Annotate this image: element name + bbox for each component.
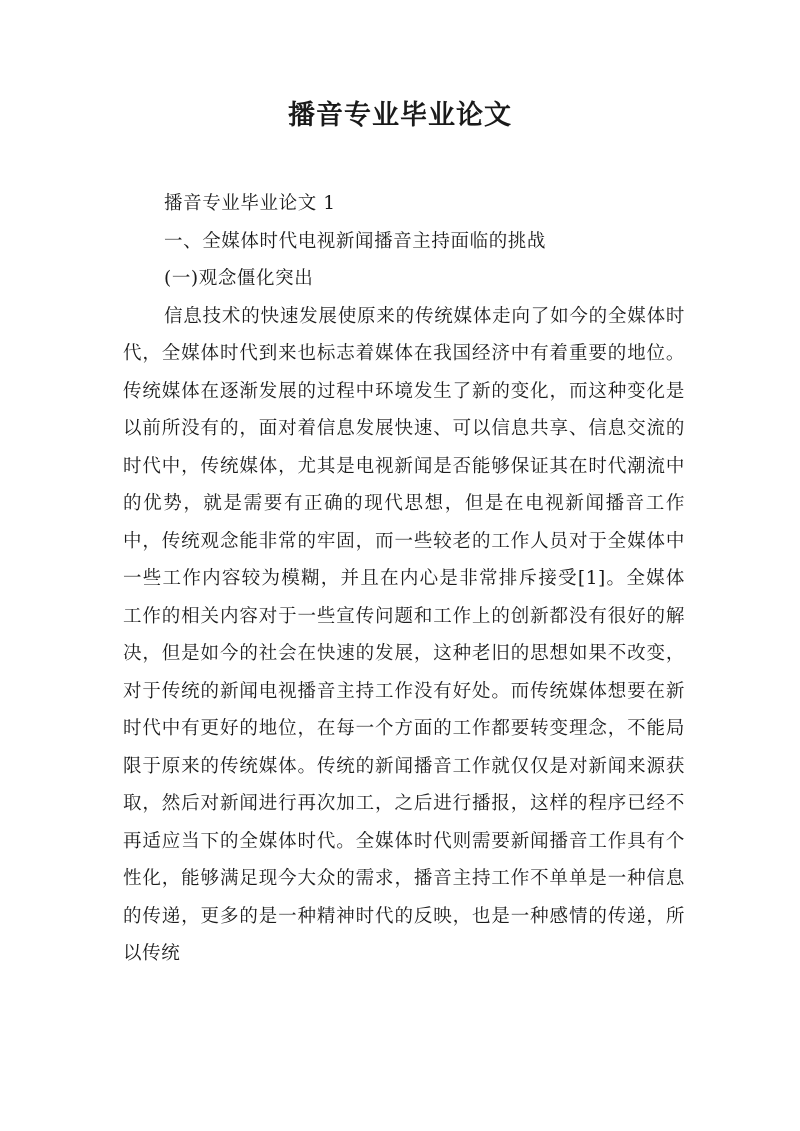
section-title: 播音专业毕业论文 1 — [164, 193, 336, 214]
body-paragraph: 信息技术的快速发展使原来的传统媒体走向了如今的全媒体时代，全媒体时代到来也标志着媒体在我国经济中有着重要的地位。传统媒体在逐渐发展的过程中环境发生了新的变化，而这种变化是以前所没有的，面对着信息发展快速、可以信息共享、信息交流的时代中，传统媒体，尤其是电视新闻是否能够保证其在时代潮流中的优势，就是需要有正确的现代思想，但是在电视新闻播音工作中，传统观念能非常的牢固，而一些较老的工作人员对于全媒体中一些工作内容较为模糊，并且在内心是非常排斥接受[1]。全媒体工作的相关内容对于一些宣传问题和工作上的创新都没有很好的解决，但是如今的社会在快速的发展，这种老旧的思想如果不改变，对于传统的新闻电视播音主持工作没有好处。而传统媒体想要在新时代中有更好的地位，在每一个方面的工作都要转变理念，不能局限于原来的传统媒体。传统的新闻播音工作就仅仅是对新闻来源获取，然后对新闻进行再次加工，之后进行播报，这样的程序已经不再适应当下的全媒体时代。全媒体时代则需要新闻播音工作具有个性化，能够满足现今大众的需求，播音主持工作不单单是一种信息的传递，更多的是一种精神时代的反映，也是一种感情的传递，所以传统 — [123, 305, 685, 964]
heading-level-1: 一、全媒体时代电视新闻播音主持面临的挑战 — [164, 230, 547, 252]
document-title: 播音专业毕业论文 — [288, 100, 512, 131]
document-body — [123, 185, 685, 973]
heading-level-2: (一)观念僵化突出 — [164, 268, 314, 289]
